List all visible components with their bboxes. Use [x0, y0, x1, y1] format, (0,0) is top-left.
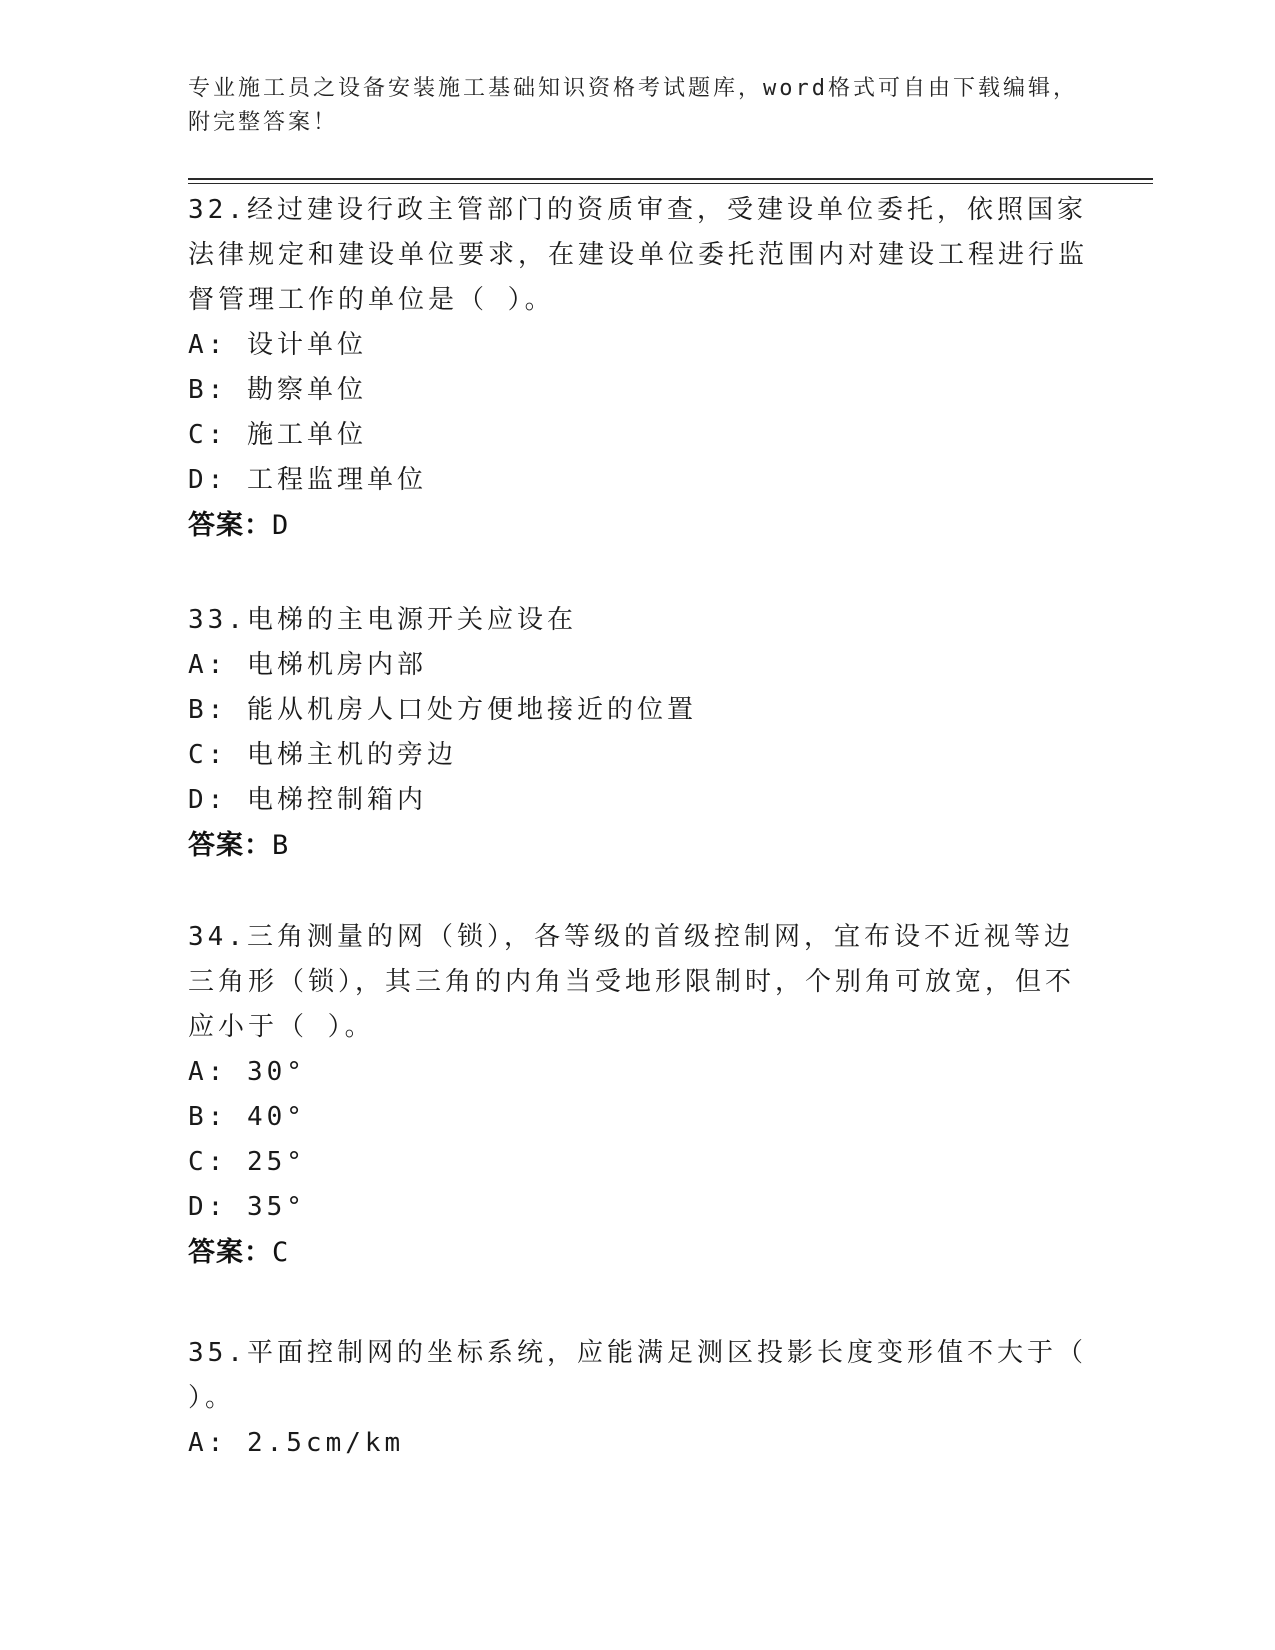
option-d: D: 工程监理单位 [188, 465, 427, 495]
answer-line [188, 1230, 1088, 1276]
option-c: C: 施工单位 [188, 420, 367, 450]
answer-line [188, 503, 1088, 549]
answer-label: 答案： [188, 510, 272, 541]
option-b: B: 能从机房人口处方便地接近的位置 [188, 695, 697, 725]
answer-value: D [272, 510, 290, 541]
question-stem: 35.平面控制网的坐标系统，应能满足测区投影长度变形值不大于（ ）。 [188, 1338, 1087, 1413]
answer-label: 答案： [188, 830, 272, 861]
question-32 [188, 188, 1088, 549]
question-stem: 32.经过建设行政主管部门的资质审查，受建设单位委托，依照国家法律规定和建设单位要求，在建设单位委托范围内对建设工程进行监督管理工作的单位是（ ）。 [188, 195, 1089, 315]
header-divider-thick [188, 178, 1153, 180]
question-stem: 34.三角测量的网（锁），各等级的首级控制网，宜布设不近视等边三角形（锁），其三角的内角当受地形限制时，个别角可放宽，但不应小于（ ）。 [188, 922, 1076, 1042]
header-divider-thin [188, 183, 1153, 184]
option-b: B: 勘察单位 [188, 375, 367, 405]
header-line-1: 专业施工员之设备安装施工基础知识资格考试题库，word格式可自由下载编辑， [188, 76, 1078, 101]
option-c: C: 25° [188, 1147, 306, 1177]
answer-value: B [272, 830, 290, 861]
answer-value: C [272, 1237, 290, 1268]
question-35 [188, 1331, 1088, 1466]
question-stem: 33.电梯的主电源开关应设在 [188, 605, 577, 635]
option-c: C: 电梯主机的旁边 [188, 740, 457, 770]
answer-label: 答案： [188, 1237, 272, 1268]
question-33 [188, 598, 1088, 869]
option-d: D: 35° [188, 1192, 306, 1222]
question-34 [188, 915, 1088, 1276]
option-a: A: 电梯机房内部 [188, 650, 427, 680]
document-header [188, 72, 1088, 140]
option-a: A: 30° [188, 1057, 306, 1087]
option-a: A: 设计单位 [188, 330, 367, 360]
option-d: D: 电梯控制箱内 [188, 785, 427, 815]
header-line-2: 附完整答案！ [188, 110, 339, 135]
answer-line [188, 823, 1088, 869]
option-b: B: 40° [188, 1102, 306, 1132]
option-a: A: 2.5cm/km [188, 1428, 405, 1458]
